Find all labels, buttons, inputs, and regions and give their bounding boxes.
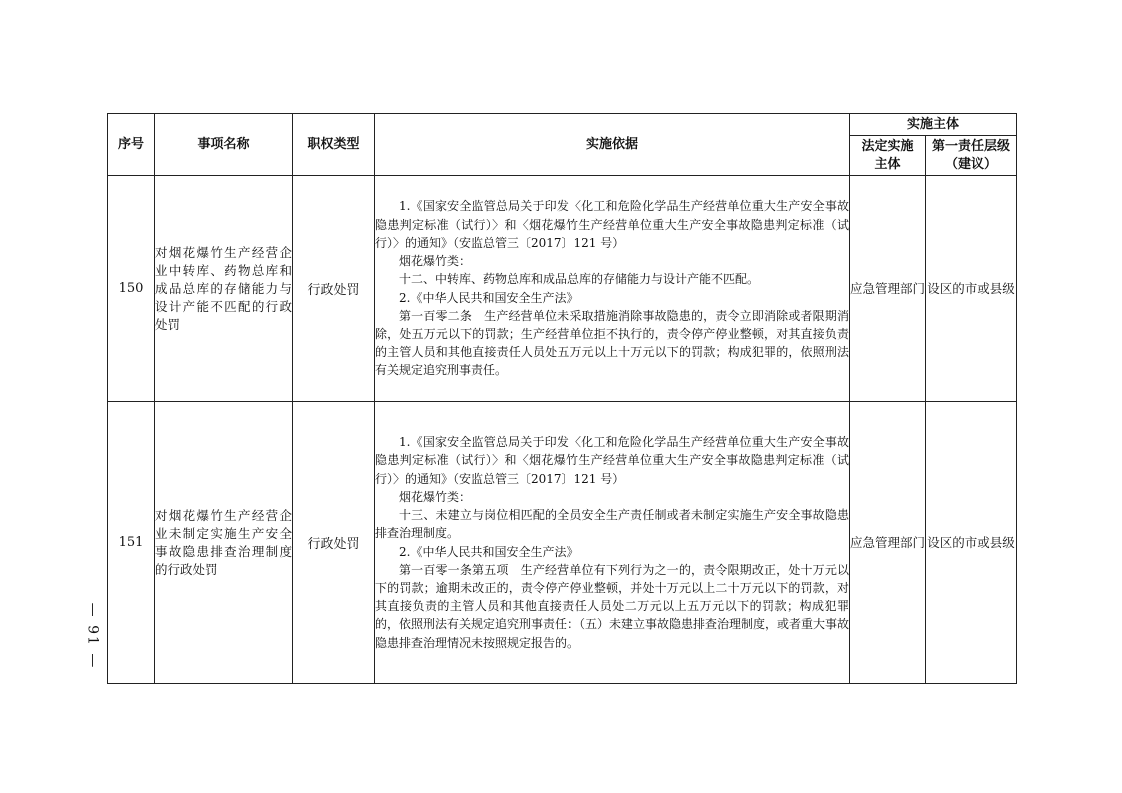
header-subject: 实施主体	[850, 114, 1017, 136]
row-item-name: 对烟花爆竹生产经营企业中转库、药物总库和成品总库的存储能力与设计产能不匹配的行政处罚	[155, 176, 293, 402]
basis-paragraph: 第一百零二条 生产经营单位未采取措施消除事故隐患的，责令立即消除或者限期消除，处五万元以下的罚款；生产经营单位拒不执行的，责令停产停业整顿，对其直接负责的主管人员和其他直接责任人员处五万元以上十万元以下的罚款；构成犯罪的，依照刑法有关规定追究刑事责任。	[375, 308, 849, 378]
page-number-text: — 91 —	[84, 602, 100, 670]
row-level: 设区的市或县级	[926, 402, 1017, 684]
basis-paragraph: 1.《国家安全监管总局关于印发〈化工和危险化学品生产经营单位重大生产安全事故隐患判定标准（试行）〉和〈烟花爆竹生产经营单位重大生产安全事故隐患判定标准（试行）〉的通知》（安监总管三〔2017〕121 号）	[375, 199, 849, 250]
header-name: 事项名称	[155, 114, 293, 176]
row-power-type: 行政处罚	[293, 402, 375, 684]
basis-paragraph: 第一百零一条第五项 生产经营单位有下列行为之一的，责令限期改正，处十万元以下的罚款；逾期未改正的，责令停产停业整顿，并处十万元以上二十万元以下的罚款，对其直接负责的主管人员和其他直接责任人员处二万元以上五万元以下的罚款；构成犯罪的，依照刑法有关规定追究刑事责任：（五）未建立事故隐患排查治理制度，或者重大事故隐患排查治理情况未按照规定报告的。	[375, 562, 850, 650]
basis-paragraph: 烟花爆竹类：	[399, 489, 472, 504]
header-row-1	[108, 114, 1017, 136]
row-item-name: 对烟花爆竹生产经营企业未制定实施生产安全事故隐患排查治理制度的行政处罚	[155, 402, 293, 684]
row-power-type: 行政处罚	[293, 176, 375, 402]
basis-paragraph: 1.《国家安全监管总局关于印发〈化工和危险化学品生产经营单位重大生产安全事故隐患判定标准（试行）〉和〈烟花爆竹生产经营单位重大生产安全事故隐患判定标准（试行）〉的通知》（安监总管三〔2017〕121 号）	[375, 435, 849, 486]
basis-paragraph: 烟花爆竹类：	[399, 254, 472, 269]
row-basis	[375, 402, 850, 684]
header-seq: 序号	[108, 114, 155, 176]
header-legal-subject: 法定实施主体	[850, 136, 926, 176]
header-basis: 实施依据	[375, 114, 850, 176]
basis-paragraph: 2.《中华人民共和国安全生产法》	[399, 544, 579, 559]
header-type: 职权类型	[293, 114, 375, 176]
row-legal-subject: 应急管理部门	[850, 176, 926, 402]
enforcement-table	[107, 113, 1017, 684]
basis-paragraph: 2.《中华人民共和国安全生产法》	[399, 290, 579, 305]
row-level: 设区的市或县级	[926, 176, 1017, 402]
row-seq: 151	[108, 402, 155, 684]
header-level: 第一责任层级（建议）	[926, 136, 1017, 176]
table-row	[108, 402, 1017, 684]
row-legal-subject: 应急管理部门	[850, 402, 926, 684]
row-basis	[375, 176, 850, 402]
row-seq: 150	[108, 176, 155, 402]
basis-paragraph: 十三、未建立与岗位相匹配的全员安全生产责任制或者未制定实施生产安全事故隐患排查治理制度。	[375, 508, 849, 541]
page-number	[77, 596, 107, 676]
table-row	[108, 176, 1017, 402]
basis-paragraph: 十二、中转库、药物总库和成品总库的存储能力与设计产能不匹配。	[399, 272, 760, 287]
